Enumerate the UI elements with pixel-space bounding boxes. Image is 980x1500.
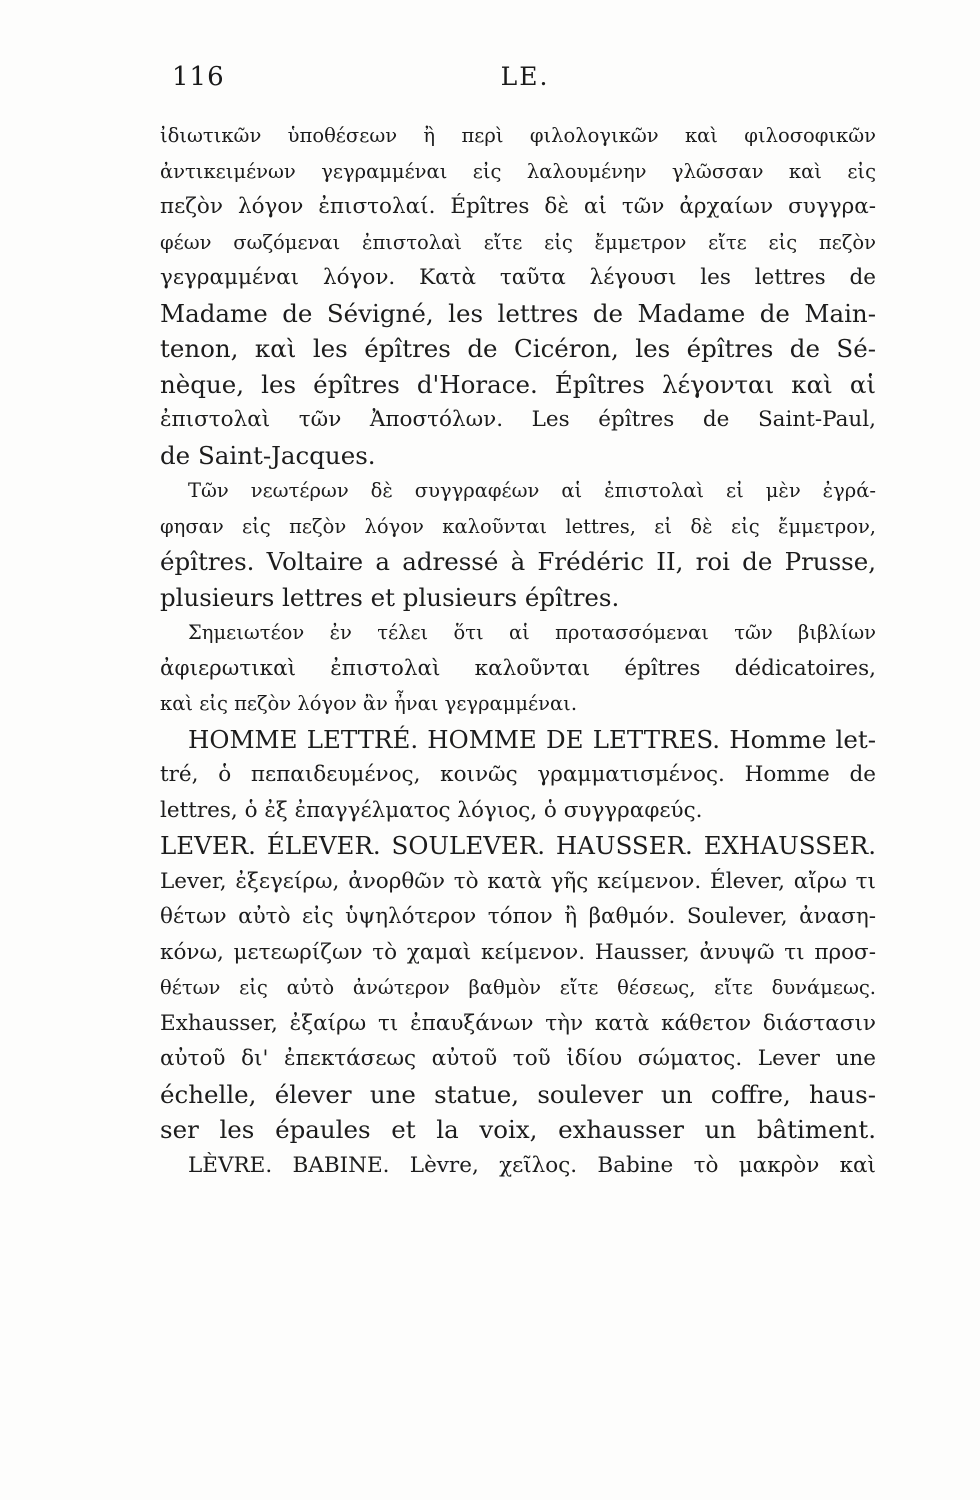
text-line: Σημειωτέον ἐν τέλει ὅτι αἱ προτασσόμεναι τῶν βιβλίων [188, 621, 876, 644]
text-line: HOMME LETTRÉ. HOMME DE LETTRES. Homme let- [188, 724, 876, 754]
text-line: θέτων αὐτὸ εἰς ὑψηλότερον τόπον ἢ βαθμόν. Soulever, ἀναση- [160, 904, 876, 929]
text-line: LÈVRE. BABINE. Lèvre, χεῖλος. Babine τὸ μακρὸν καὶ [188, 1152, 876, 1178]
text-line: épîtres. Voltaire a adressé à Frédéric II, roi de Prusse, [160, 547, 876, 576]
text-line: γεγραμμέναι λόγον. Κατὰ ταῦτα λέγουσι les lettres de [160, 265, 876, 290]
text-line: φέων σωζόμεναι ἐπιστολαὶ εἴτε εἰς ἔμμετρον εἴτε εἰς πεζὸν [160, 230, 876, 254]
text-line: Τῶν νεωτέρων δὲ συγγραφέων αἱ ἐπιστολαὶ εἰ μὲν ἐγρά- [188, 479, 876, 502]
text-line: ἰδιωτικῶν ὑποθέσεων ἢ περὶ φιλολογικῶν καὶ φιλοσοφικῶν [160, 124, 876, 147]
text-line: de Saint-Jacques. [160, 440, 376, 470]
text-line: κόνω, μετεωρίζων τὸ χαμαὶ κείμενον. Hausser, ἀνυψῶ τι προσ- [160, 939, 876, 965]
text-line: Madame de Sévigné, les lettres de Madame de Main- [160, 298, 876, 328]
text-line: καὶ εἰς πεζὸν λόγον ἂν ἦναι γεγραμμέναι. [160, 692, 578, 715]
text-line: lettres, ὁ ἐξ ἐπαγγέλματος λόγιος, ὁ συγγραφεύς. [160, 797, 703, 823]
text-line: θέτων εἰς αὐτὸ ἀνώτερον βαθμὸν εἴτε θέσεως, εἴτε δυνάμεως. [160, 976, 876, 999]
text-line: nèque, les épîtres d'Horace. Épîtres λέγονται καὶ αἱ [160, 369, 876, 399]
text-line: ἀφιερωτικαὶ ἐπιστολαὶ καλοῦνται épîtres dédicatoires, [160, 655, 876, 681]
running-head: LE. [500, 62, 550, 91]
text-line: tenon, καὶ les épîtres de Cicéron, les épîtres de Sé- [160, 334, 876, 363]
text-line: échelle, élever une statue, soulever un coffre, haus- [160, 1079, 876, 1109]
text-line: ἐπιστολαὶ τῶν Ἀποστόλων. Les épîtres de Saint-Paul, [160, 407, 876, 432]
body-text [160, 118, 876, 1183]
text-line: tré, ὁ πεπαιδευμένος, κοινῶς γραμματισμένος. Homme de [160, 762, 876, 787]
page-header [172, 62, 878, 102]
text-line: φησαν εἰς πεζὸν λόγον καλοῦνται lettres, εἰ δὲ εἰς ἔμμετρον, [160, 514, 876, 538]
text-line: ser les épaules et la voix, exhausser un bâtiment. [160, 1115, 876, 1144]
text-line: Exhausser, ἐξαίρω τι ἐπαυξάνων τὴν κατὰ κάθετον διάστασιν [160, 1010, 876, 1036]
text-line: ἀντικειμένων γεγραμμέναι εἰς λαλουμένην γλῶσσαν καὶ εἰς [160, 159, 876, 183]
text-line: LEVER. ÉLEVER. SOULEVER. HAUSSER. EXHAUSSER. [160, 831, 876, 860]
text-line: αὐτοῦ δι' ἐπεκτάσεως αὐτοῦ τοῦ ἰδίου σώματος. Lever une [160, 1046, 876, 1071]
text-line: plusieurs lettres et plusieurs épîtres. [160, 582, 620, 612]
page-number: 116 [172, 62, 225, 92]
text-line: Lever, ἐξεγείρω, ἀνορθῶν τὸ κατὰ γῆς κείμενον. Élever, αἴρω τι [160, 868, 876, 894]
text-line: πεζὸν λόγον ἐπιστολαί. Épîtres δὲ αἱ τῶν ἀρχαίων συγγρα- [160, 194, 876, 219]
